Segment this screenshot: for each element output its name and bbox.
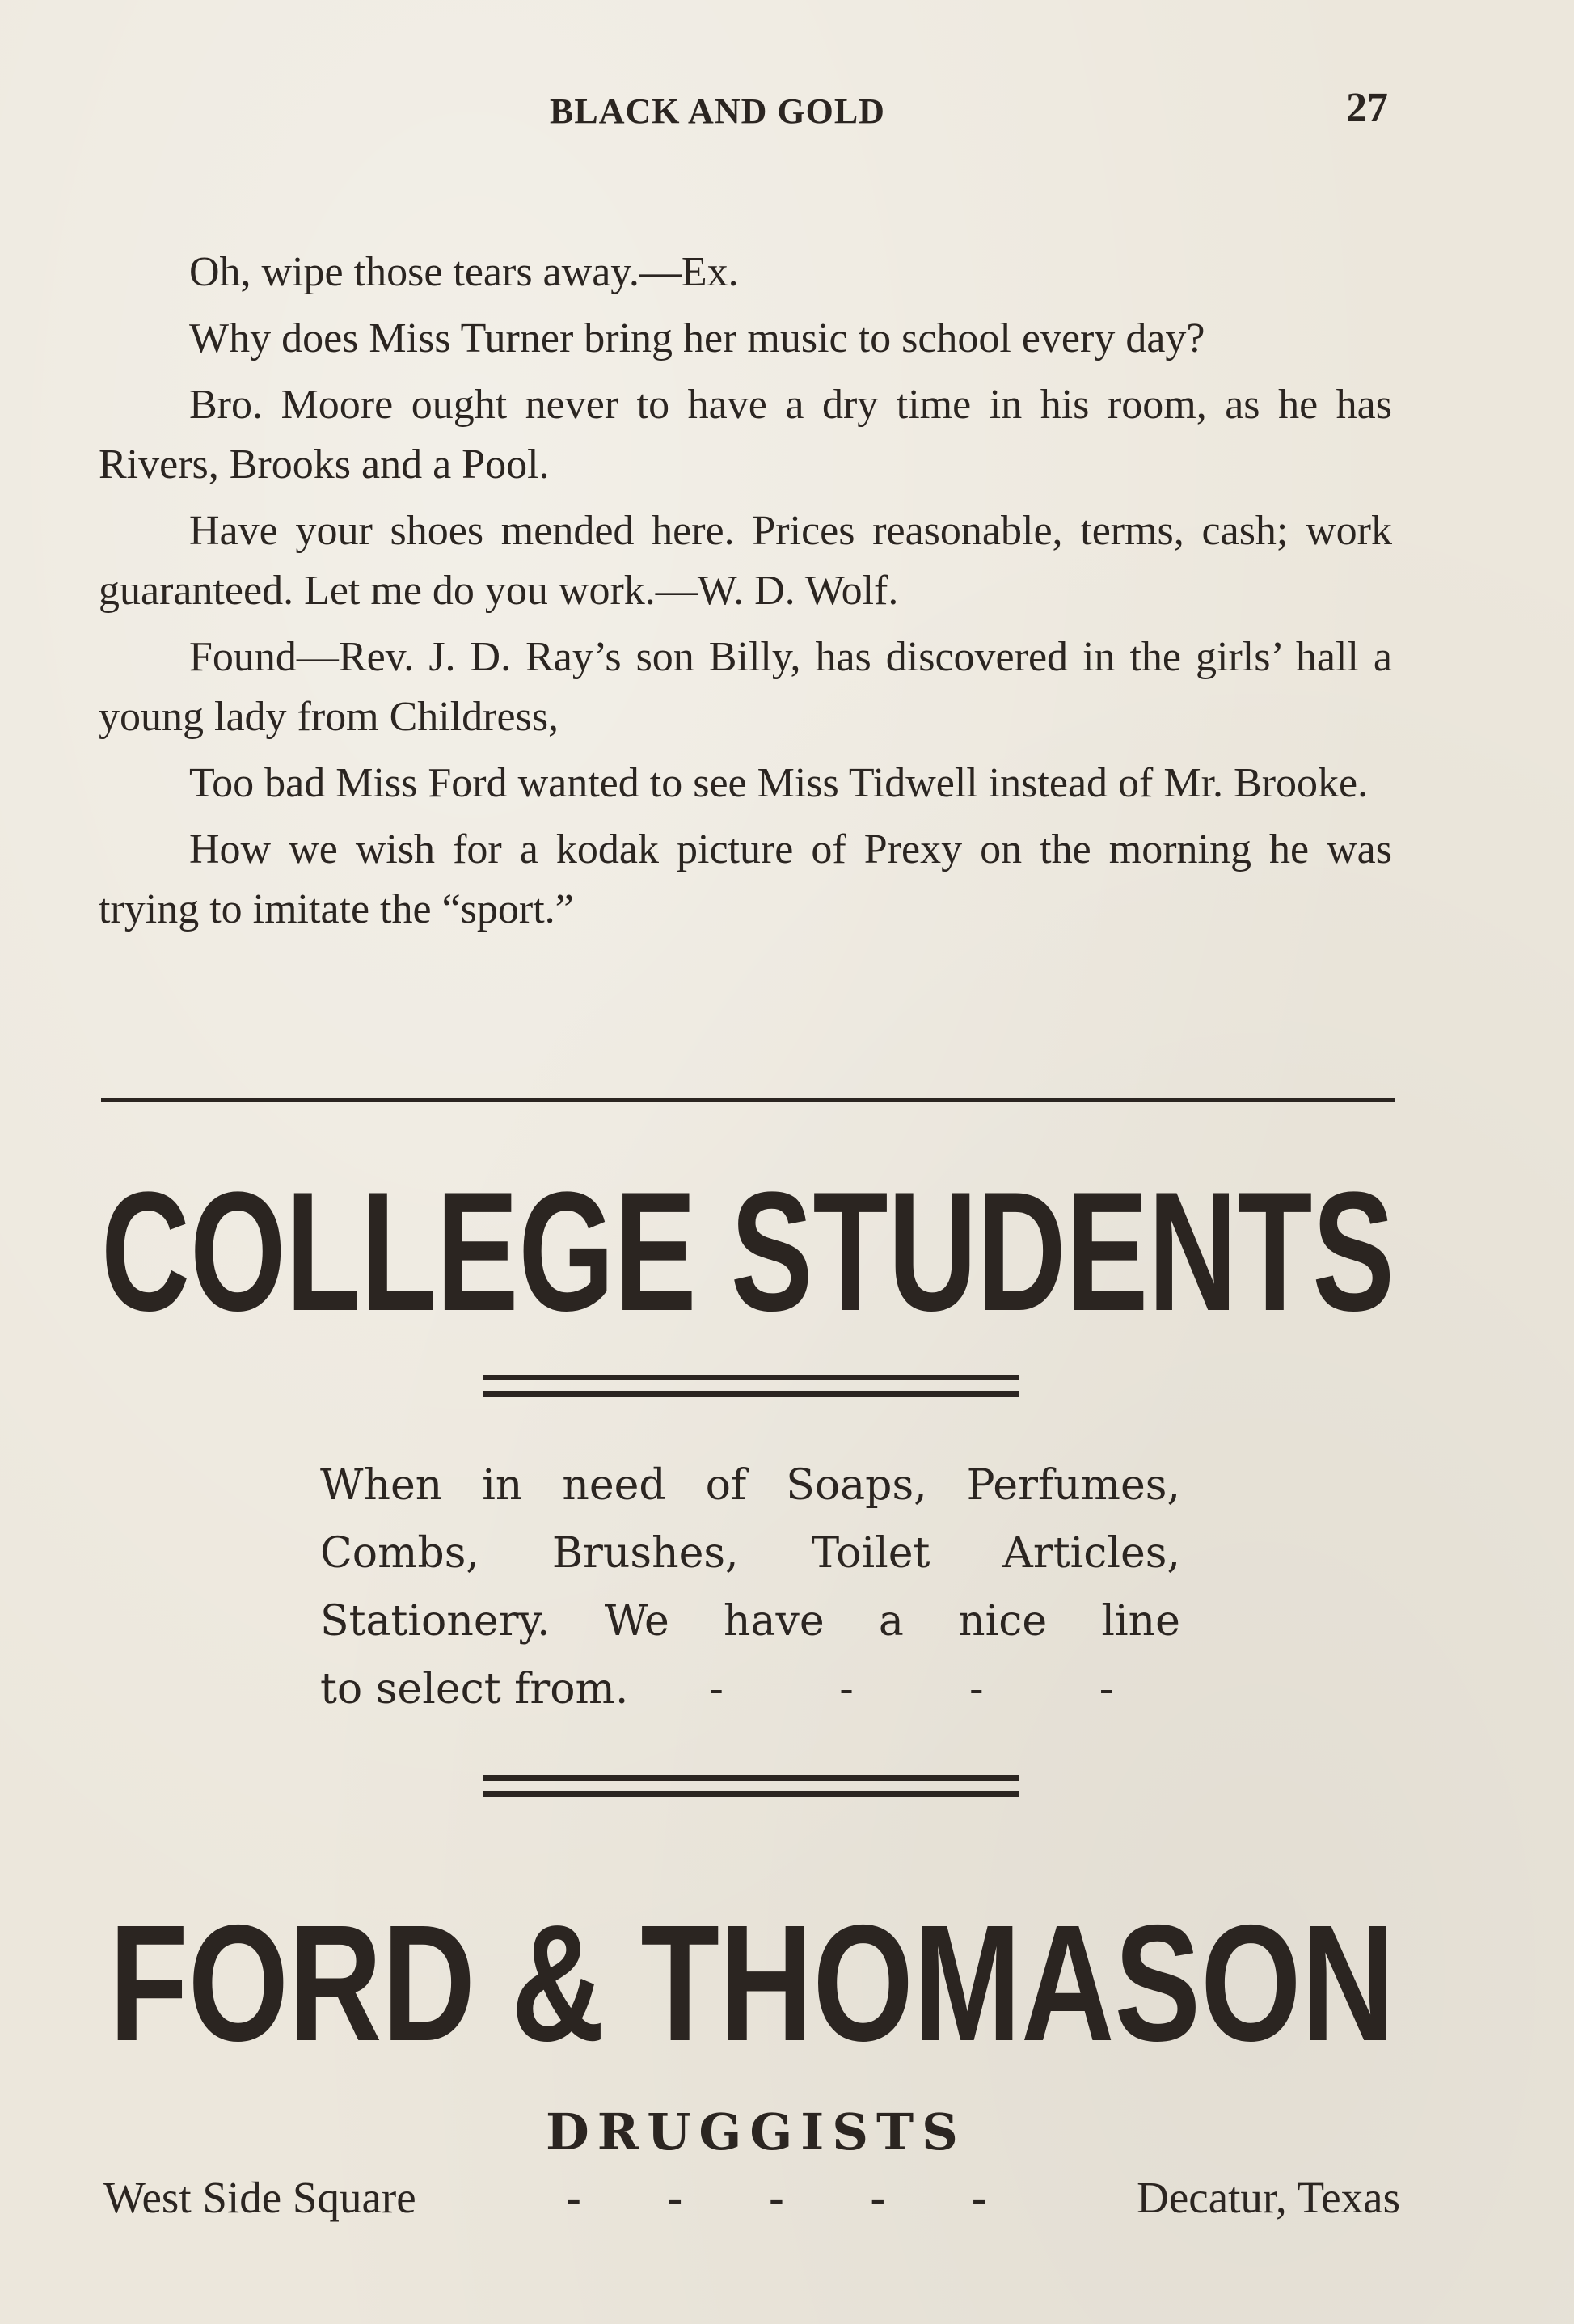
ad-word: have: [723, 1597, 825, 1646]
notes-column: [99, 243, 1392, 946]
dash: -: [972, 2173, 987, 2222]
ad-word: line: [1101, 1597, 1180, 1646]
double-rule-upper: [483, 1375, 1019, 1402]
dash: -: [839, 1665, 854, 1713]
note-item: Why does Miss Turner bring her music to school every day?: [189, 315, 1205, 361]
note-item: Bro. Moore ought never to have a dry time in his room, as he has Rivers, Brooks and a Pool.: [99, 382, 1392, 488]
ad-headline-svg: [101, 1126, 1395, 1328]
firm-name-svg: [109, 1856, 1395, 2058]
ad-word: Articles,: [1002, 1529, 1180, 1578]
ad-word: nice: [958, 1597, 1048, 1646]
ad-headline-text: COLLEGE STUDENTS: [101, 1156, 1395, 1328]
rule-line: [483, 1775, 1019, 1781]
note-item: Too bad Miss Ford wanted to see Miss Tidwell instead of Mr. Brooke.: [189, 760, 1369, 806]
ad-word: Brushes,: [551, 1529, 739, 1578]
rule-line: [483, 1375, 1019, 1380]
ad-word: Toilet: [811, 1529, 930, 1578]
leader-dashes: [566, 2172, 986, 2223]
address-right: Decatur, Texas: [1137, 2173, 1400, 2222]
dash: -: [870, 2173, 885, 2222]
rule-line: [483, 1391, 1019, 1397]
section-divider: [101, 1098, 1395, 1102]
running-head-title: BLACK AND GOLD: [550, 91, 885, 131]
leader-dashes: [709, 1655, 1113, 1723]
dash: -: [1099, 1665, 1114, 1713]
ad-word: Perfumes,: [966, 1461, 1180, 1510]
ad-copy-line: [320, 1519, 1180, 1587]
ad-word: of: [705, 1461, 747, 1510]
ad-word: Combs,: [320, 1529, 479, 1578]
note-item: Have your shoes mended here. Prices reasonable, terms, cash; work guaranteed. Let me do you work.—W. D. Wolf.: [99, 508, 1392, 614]
ad-word: a: [878, 1597, 904, 1646]
ad-word: Stationery.: [320, 1597, 551, 1646]
ad-word: When: [320, 1461, 443, 1510]
double-rule-lower: [483, 1775, 1019, 1802]
trade-label: DRUGGISTS: [546, 2102, 966, 2161]
ad-copy-line: [320, 1451, 1180, 1519]
ad-copy-last: to select from.: [320, 1665, 629, 1713]
ad-word: need: [562, 1461, 666, 1510]
page-number: 27: [1346, 85, 1388, 131]
firm-name: [109, 1856, 1395, 2058]
address-row: [103, 2172, 1400, 2223]
ad-word: in: [482, 1461, 523, 1510]
ad-word: We: [604, 1597, 669, 1646]
dash: -: [667, 2173, 683, 2222]
note-item: Found—Rev. J. D. Ray’s son Billy, has discovered in the girls’ hall a young lady from Childress,: [99, 634, 1392, 740]
ad-headline: [101, 1126, 1395, 1328]
note-item: Oh, wipe those tears away.—Ex.: [189, 249, 739, 295]
dash: -: [769, 2173, 784, 2222]
dash: -: [566, 2173, 581, 2222]
dash: -: [709, 1665, 724, 1713]
ad-copy-line: [320, 1587, 1180, 1655]
address-left: West Side Square: [103, 2173, 416, 2222]
ad-copy: [320, 1451, 1180, 1723]
dash: -: [969, 1665, 984, 1713]
ad-word: Soaps,: [786, 1461, 927, 1510]
note-item: How we wish for a kodak picture of Prexy on the morning he was trying to imitate the “sport.”: [99, 826, 1392, 932]
rule-line: [483, 1791, 1019, 1797]
ad-copy-line: [320, 1655, 1180, 1723]
firm-name-text: FORD & THOMASON: [109, 1891, 1395, 2058]
